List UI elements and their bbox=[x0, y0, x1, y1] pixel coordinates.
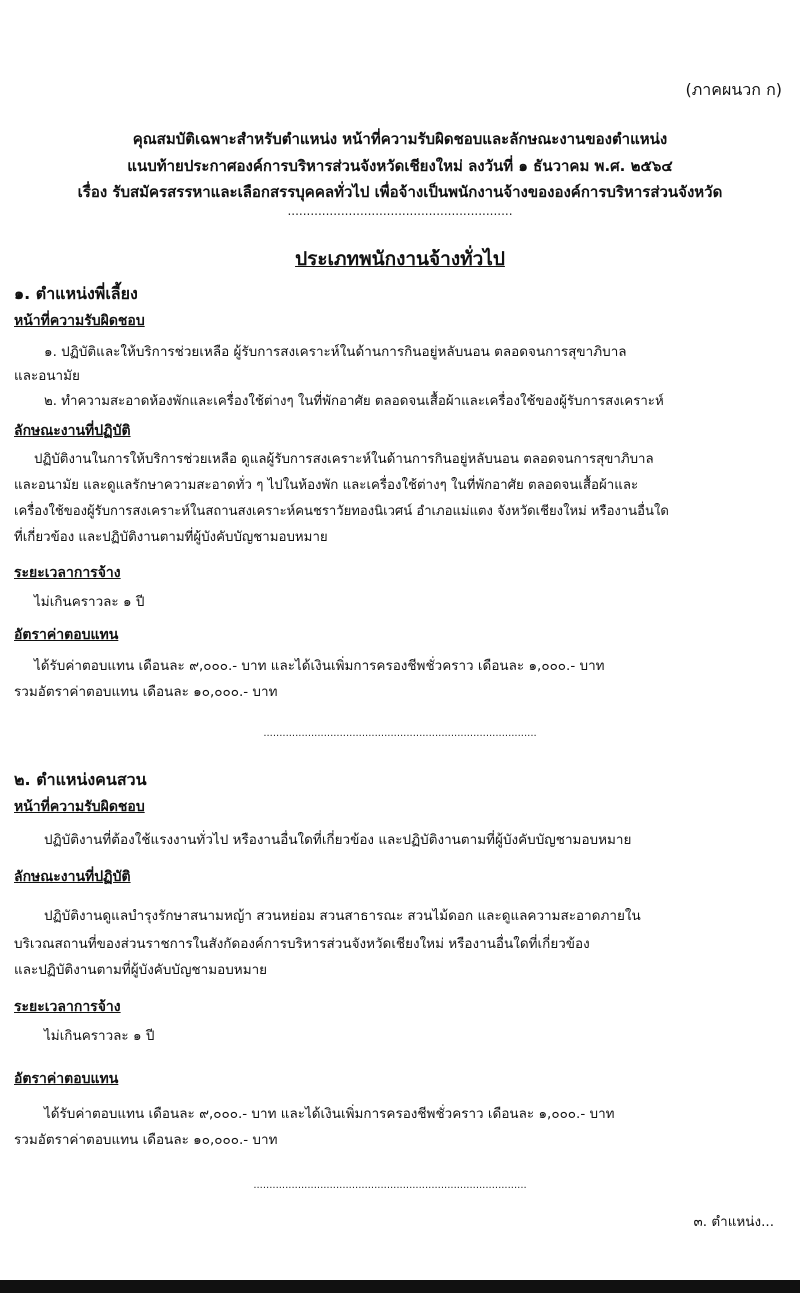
position-1-work-line-4: ที่เกี่ยวข้อง และปฏิบัติงานตามที่ผู้บังคับบัญชามอบหมาย bbox=[14, 530, 328, 545]
position-1-pay-line-1: ได้รับค่าตอบแทน เดือนละ ๙,๐๐๐.- บาท และได้เงินเพิ่มการครองชีพชั่วคราว เดือนละ ๑,๐๐๐.- บาท bbox=[34, 658, 605, 674]
position-1-work-line-3: เครื่องใช้ของผู้รับการสงเคราะห์ในสถานสงเคราะห์คนชราวัยทองนิเวศน์ อำเภอแม่แตง จังหวัดเชียงใหม่ หรืองานอื่นใด bbox=[14, 504, 669, 519]
position-2-work-line-3: และปฏิบัติงานตามที่ผู้บังคับบัญชามอบหมาย bbox=[14, 962, 268, 978]
position-2-divider: ...................................................................................... bbox=[253, 1180, 527, 1191]
continuation-label: ๓. ตำแหน่ง... bbox=[693, 1214, 774, 1230]
position-2-pay-heading: อัตราค่าตอบแทน bbox=[14, 1071, 119, 1087]
position-1-pay-line-2: รวมอัตราค่าตอบแทน เดือนละ ๑๐,๐๐๐.- บาท bbox=[14, 684, 278, 700]
position-2-period-text: ไม่เกินคราวละ ๑ ปี bbox=[44, 1028, 155, 1044]
position-2-work-line-1: ปฏิบัติงานดูแลบำรุงรักษาสนามหญ้า สวนหย่อม สวนสาธารณะ สวนไม้ดอก และดูแลความสะอาดภายใน bbox=[44, 908, 641, 924]
position-1-period-heading: ระยะเวลาการจ้าง bbox=[14, 565, 121, 581]
position-1-work-line-1: ปฏิบัติงานในการให้บริการช่วยเหลือ ดูแลผู้รับการสงเคราะห์ในด้านการกินอยู่หลับนอน ตลอดจนการสุขาภิบาล bbox=[34, 452, 654, 467]
appendix-label: (ภาคผนวก ก) bbox=[685, 80, 782, 99]
position-2-pay-line-1: ได้รับค่าตอบแทน เดือนละ ๙,๐๐๐.- บาท และได้เงินเพิ่มการครองชีพชั่วคราว เดือนละ ๑,๐๐๐.- บาท bbox=[44, 1106, 615, 1122]
position-1-pay-heading: อัตราค่าตอบแทน bbox=[14, 627, 119, 643]
header-line-1: คุณสมบัติเฉพาะสำหรับตำแหน่ง หน้าที่ความรับผิดชอบและลักษณะงานของตำแหน่ง bbox=[132, 130, 668, 148]
position-1-period-text: ไม่เกินคราวละ ๑ ปี bbox=[34, 594, 145, 610]
position-1-work-line-2: และอนามัย และดูแลรักษาความสะอาดทั่ว ๆ ไปในห้องพัก และเครื่องใช้ต่างๆ ในที่พักอาศัย ตลอดจนเสื้อผ้าและ bbox=[14, 478, 639, 493]
position-1-work-heading: ลักษณะงานที่ปฏิบัติ bbox=[14, 423, 131, 439]
section-title: ประเภทพนักงานจ้างทั่วไป bbox=[295, 248, 505, 270]
position-1-duty-1-line-2: และอนามัย bbox=[14, 368, 80, 384]
position-1-title: ๑. ตำแหน่งพี่เลี้ยง bbox=[14, 284, 138, 303]
position-2-duties-heading: หน้าที่ความรับผิดชอบ bbox=[14, 799, 145, 815]
position-2-duty-text: ปฏิบัติงานที่ต้องใช้แรงงานทั่วไป หรืองานอื่นใดที่เกี่ยวข้อง และปฏิบัติงานตามที่ผู้บังคับบัญชามอบหมาย bbox=[44, 832, 632, 848]
scan-bottom-edge bbox=[0, 1280, 800, 1293]
header-line-2: แนบท้ายประกาศองค์การบริหารส่วนจังหวัดเชียงใหม่ ลงวันที่ ๑ ธันวาคม พ.ศ. ๒๕๖๔ bbox=[127, 157, 673, 175]
position-2-title: ๒. ตำแหน่งคนสวน bbox=[14, 770, 147, 789]
position-2-pay-line-2: รวมอัตราค่าตอบแทน เดือนละ ๑๐,๐๐๐.- บาท bbox=[14, 1132, 278, 1148]
position-2-work-heading: ลักษณะงานที่ปฏิบัติ bbox=[14, 869, 131, 885]
header-divider: ........................................................... bbox=[287, 204, 513, 218]
position-1-duty-1-line-1: ๑. ปฏิบัติและให้บริการช่วยเหลือ ผู้รับการสงเคราะห์ในด้านการกินอยู่หลับนอน ตลอดจนการสุขาภิบาล bbox=[44, 344, 627, 360]
position-1-duty-2: ๒. ทำความสะอาดห้องพักและเครื่องใช้ต่างๆ ในที่พักอาศัย ตลอดจนเสื้อผ้าและเครื่องใช้ของผู้รับการสงเคราะห์ bbox=[44, 394, 664, 409]
position-2-period-heading: ระยะเวลาการจ้าง bbox=[14, 999, 121, 1015]
position-1-duties-heading: หน้าที่ความรับผิดชอบ bbox=[14, 313, 145, 329]
header-line-3: เรื่อง รับสมัครสรรหาและเลือกสรรบุคคลทั่วไป เพื่อจ้างเป็นพนักงานจ้างขององค์การบริหารส่วนจังหวัด bbox=[77, 183, 723, 201]
position-2-work-line-2: บริเวณสถานที่ของส่วนราชการในสังกัดองค์การบริหารส่วนจังหวัดเชียงใหม่ หรืองานอื่นใดที่เกี่ยวข้อง bbox=[14, 936, 590, 952]
position-1-divider: ...................................................................................... bbox=[263, 728, 537, 739]
